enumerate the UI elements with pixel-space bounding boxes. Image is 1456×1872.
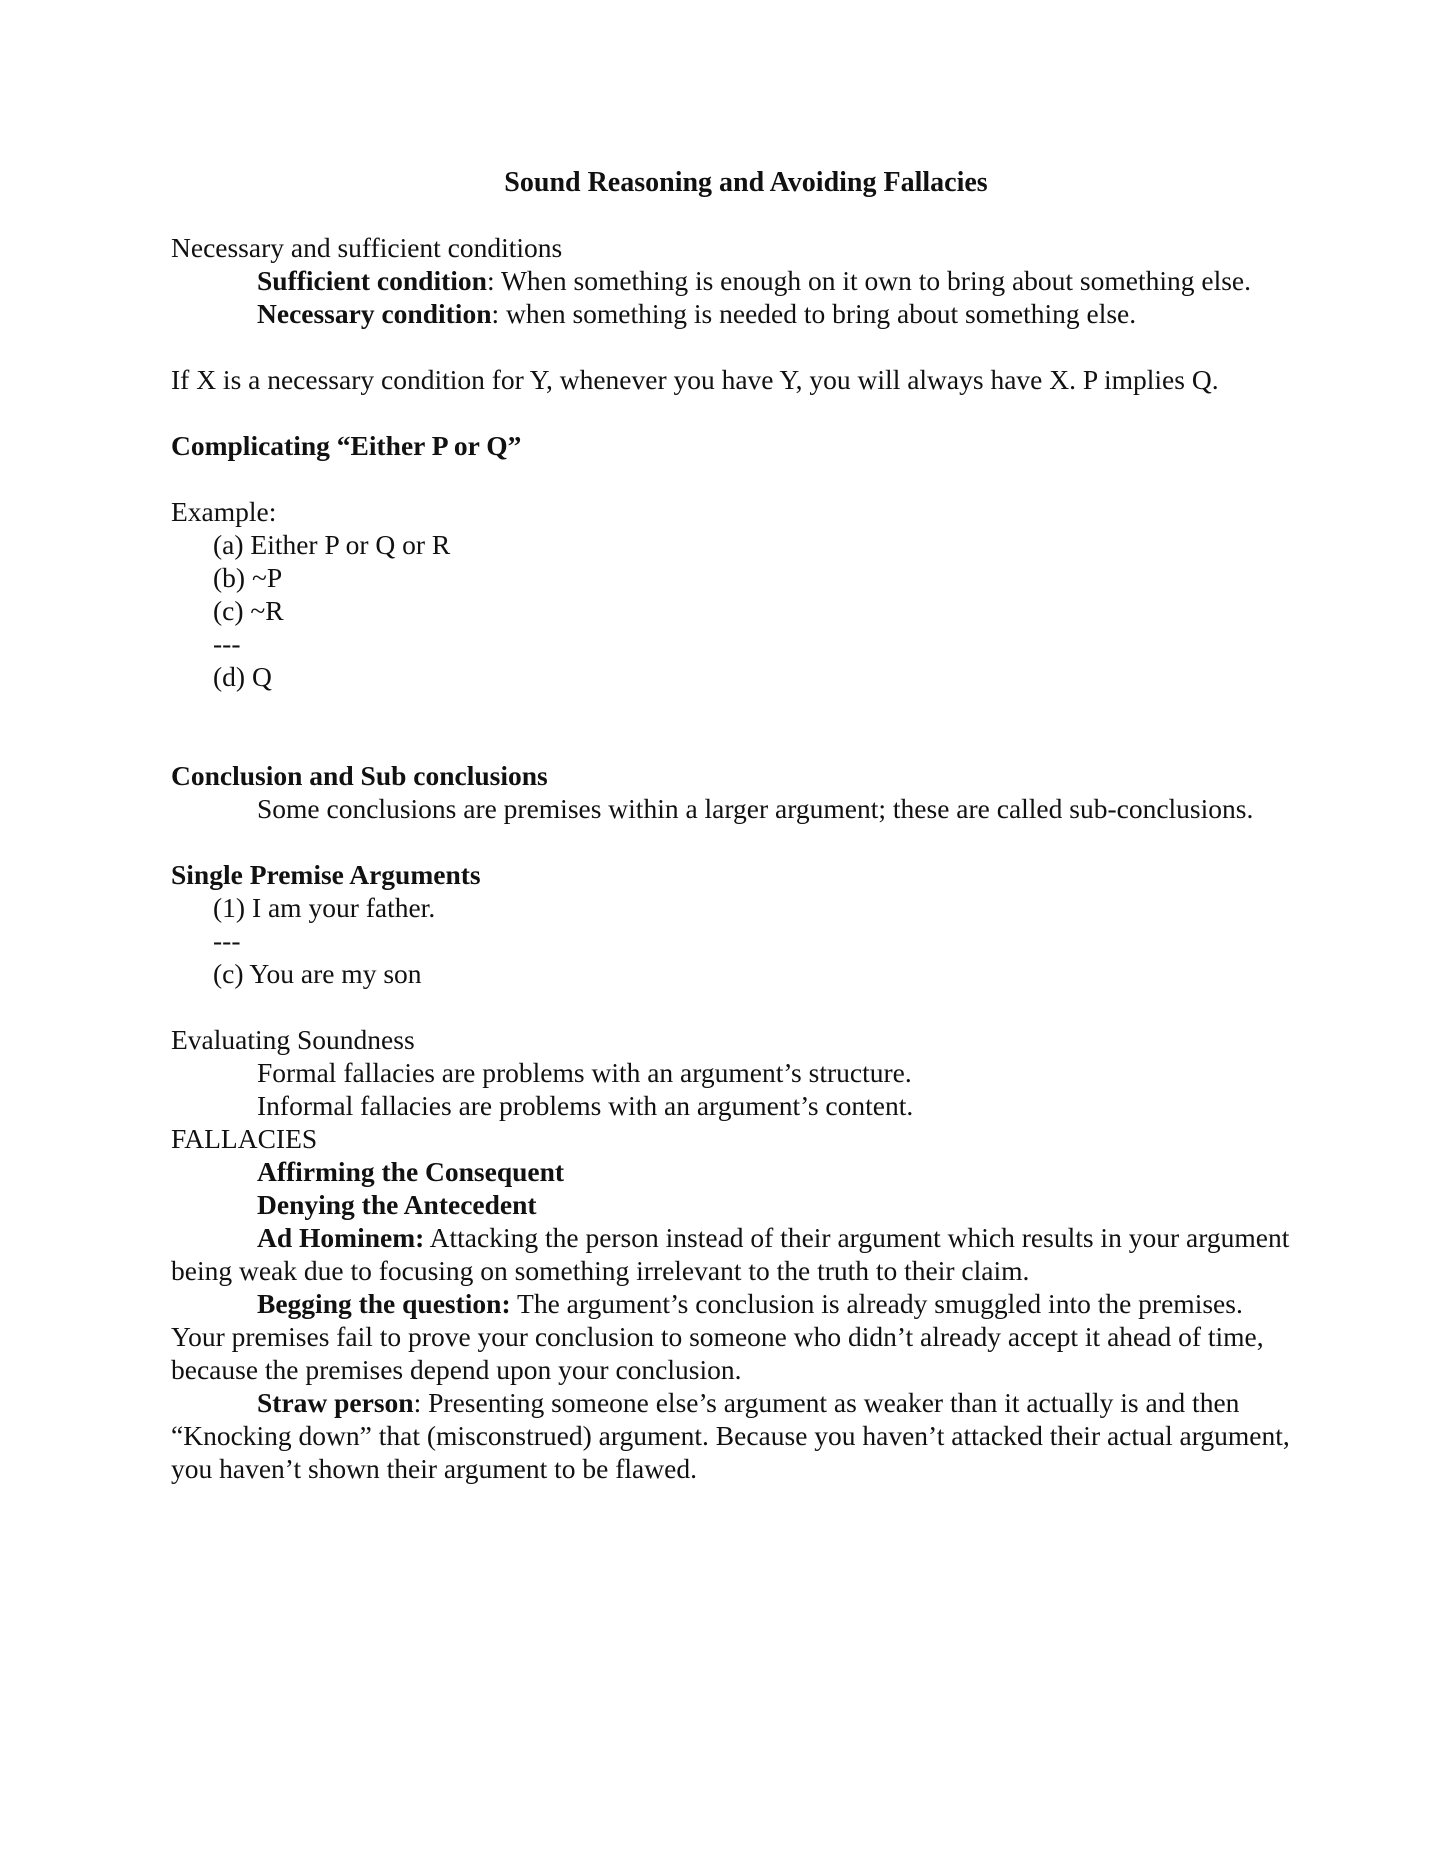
list-separator: ---	[213, 628, 241, 659]
affirming-consequent: Affirming the Consequent	[257, 1156, 565, 1187]
either-heading: Complicating “Either P or Q”	[171, 430, 522, 461]
fallacies-heading: FALLACIES	[171, 1123, 318, 1154]
list-item: (a) Either P or Q or R	[213, 529, 451, 560]
spacer	[171, 462, 1291, 495]
spacer	[171, 396, 1291, 429]
list-item: (d) Q	[213, 661, 272, 692]
single-premise-list	[171, 891, 1291, 990]
begging-question-term: Begging the question:	[257, 1288, 511, 1319]
sufficient-condition-paragraph	[171, 264, 1291, 297]
denying-antecedent: Denying the Antecedent	[257, 1189, 537, 1220]
spacer	[171, 825, 1291, 858]
list-item: (1) I am your father.	[213, 892, 436, 923]
ad-hominem-term: Ad Hominem:	[257, 1222, 425, 1253]
ad-hominem-text: Attacking the person instead of their argument which results in your argument being weak due to focusing on something irrelevant to the truth to their claim.	[171, 1222, 1290, 1286]
example-list	[171, 528, 1291, 693]
ad-hominem-paragraph	[171, 1221, 1291, 1287]
subconclusions-heading: Conclusion and Sub conclusions	[171, 760, 548, 791]
spacer	[171, 330, 1291, 363]
formal-fallacies-paragraph: Formal fallacies are problems with an argument’s structure.	[257, 1057, 912, 1088]
list-item: (c) You are my son	[213, 958, 422, 989]
list-separator: ---	[213, 925, 241, 956]
list-item: (c) ~R	[213, 595, 284, 626]
straw-person-paragraph	[171, 1386, 1291, 1485]
begging-question-text: The argument’s conclusion is already smuggled into the premises. Your premises fail to prove your conclusion to someone who didn’t already accept it ahead of time, because the premises depend upon your conclusion.	[171, 1288, 1264, 1385]
necessary-condition-text: : when something is needed to bring about something else.	[491, 298, 1137, 329]
necessary-condition-term: Necessary condition	[257, 298, 492, 329]
subconclusions-paragraph: Some conclusions are premises within a larger argument; these are called sub-conclusions.	[257, 793, 1254, 824]
single-premise-heading: Single Premise Arguments	[171, 859, 481, 890]
informal-fallacies-paragraph: Informal fallacies are problems with an argument’s content.	[257, 1090, 914, 1121]
document-body	[171, 166, 1291, 1485]
necessary-condition-paragraph	[171, 297, 1291, 330]
soundness-heading: Evaluating Soundness	[171, 1024, 415, 1055]
example-label: Example:	[171, 496, 277, 527]
begging-question-paragraph	[171, 1287, 1291, 1386]
conditions-heading: Necessary and sufficient conditions	[171, 232, 563, 263]
list-item: (b) ~P	[213, 562, 283, 593]
spacer	[171, 693, 1291, 759]
spacer	[171, 990, 1291, 1023]
document-title: Sound Reasoning and Avoiding Fallacies	[504, 167, 988, 198]
straw-person-text: : Presenting someone else’s argument as weaker than it actually is and then “Knocking down” that (misconstrued) argument. Because you haven’t attacked their actual argument, you haven’t shown their argument to be flawed.	[171, 1387, 1290, 1484]
implication-paragraph: If X is a necessary condition for Y, whenever you have Y, you will always have X. P implies Q.	[171, 364, 1219, 395]
sufficient-condition-term: Sufficient condition	[257, 265, 487, 296]
straw-person-term: Straw person	[257, 1387, 414, 1418]
sufficient-condition-text: : When something is enough on it own to bring about something else.	[486, 265, 1252, 296]
